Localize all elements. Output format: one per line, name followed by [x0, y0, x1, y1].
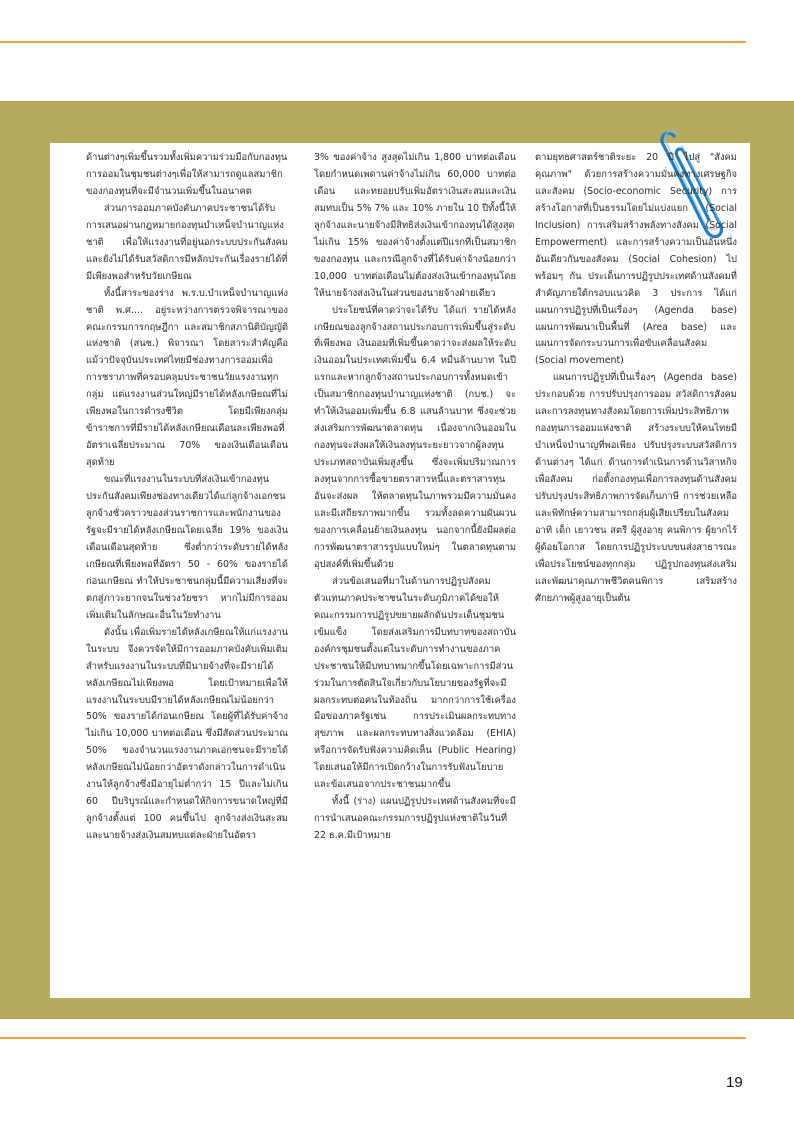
paragraph: ดังนั้น เพื่อเพิ่มรายได้หลังเกษียณให้แก่แรงงานในระบบ จึงควรจัดให้มีการออมภาคบังคับเพิ่มเติมสำหรับแรงงานในระบบที่มีนายจ้างที่จะมีรายได้หลังเกษียณไม่เพียงพอ โดยเป้าหมายเพื่อให้แรงงานในระบบมีรายได้หลังเกษียณไม่น้อยกว่า 50% ของรายได้ก่อนเกษียณ โดยผู้ที่ได้รับค่าจ้างไม่เกิน 10,000 บาทต่อเดือน ซึ่งมีสัดส่วนประมาณ 50% ของจำนวนแรงงานภาคเอกชนจะมีรายได้หลังเกษียณไม่น้อยกว่าอัตราดังกล่าวในการดำเนินงานให้ลูกจ้างซึ่งมีอายุไม่ต่ำกว่า 15 ปีและไม่เกิน 60 ปีบริบูรณ์และกำหนดให้กิจการขนาดใหญ่ที่มีลูกจ้างตั้งแต่ 100 คนขึ้นไป ลูกจ้างส่งเงินสะสมและนายจ้างส่งเงินสมทบแต่ละฝ่ายในอัตรา	[86, 626, 288, 842]
page-number: 19	[726, 1074, 743, 1091]
paragraph: 3% ของค่าจ้าง สูงสุดไม่เกิน 1,800 บาทต่อเดือน โดยกำหนดเพดานค่าจ้างไม่เกิน 60,000 บาทต่อเดือน และทยอยปรับเพิ่มอัตราเงินสะสมและเงินสมทบเป็น 5% 7% และ 10% ภายใน 10 ปีทั้งนี้ให้ลูกจ้างและนายจ้างมีสิทธิส่งเงินเข้ากองทุนได้สูงสุดไม่เกิน 15% ของค่าจ้างตั้งแต่ปีแรกที่เป็นสมาชิกของกองทุน และกรณีลูกจ้างที่ได้รับค่าจ้างน้อยกว่า 10,000 บาทต่อเดือนไม่ต้องส่งเงินเข้ากองทุนโดยให้นายจ้างส่งเงินในส่วนของนายจ้างฝ่ายเดียว	[314, 152, 516, 299]
paragraph: ประโยชน์ที่คาดว่าจะได้รับ ได้แก่ รายได้หลังเกษียณของลูกจ้างสถานประกอบการเพิ่มขึ้นสู่ระดับที่เพียงพอ เงินออมที่เพิ่มขึ้นคาดว่าจะส่งผลให้ระดับเงินออมในประเทศเพิ่มขึ้น 6.4 หมื่นล้านบาท ในปีแรกและหากลูกจ้างสถานประกอบการทั้งหมดเข้าเป็นสมาชิกกองทุนบำนาญแห่งชาติ (กบช.) จะทำให้เงินออมเพิ่มขึ้น 6.8 แสนล้านบาท ซึ่งจะช่วยส่งเสริมการพัฒนาตลาดทุน เนื่องจากเงินออมในกองทุนจะส่งผลให้เงินลงทุนระยะยาวจากผู้ลงทุนประเภทสถาบันเพิ่มสูงขึ้น ซึ่งจะเพิ่มปริมาณการลงทุนจากการซื้อขายตราสารหนี้และตราสารทุนอันจะส่งผล ให้ตลาดทุนในภาพรวมมีความมั่นคงและมีเสถียรภาพมากขึ้น รวมทั้งลดความผันผวนของการเคลื่อนย้ายเงินลงทุน นอกจากนี้ยังมีผลต่อการพัฒนาตราสารรูปแบบใหม่ๆ ในตลาดทุนตามอุปสงค์ที่เพิ่มขึ้นด้วย	[314, 304, 516, 570]
paragraph: ตามยุทธศาสตร์ชาติระยะ 20 ปี ไปสู่ "สังคมคุณภาพ" ด้วยการสร้างความมั่นคงทางเศรษฐกิจและสังคม (Socio-economic Security) การสร้างโอกาสที่เป็นธรรมโดยไม่แบ่งแยก (Social Inclusion) การเสริมสร้างพลังทางสังคม (Social Empowerment) และการสร้างความเป็นอันหนึ่งอันเดียวกันของสังคม (Social Cohesion) ไปพร้อมๆ กัน ประเด็นการปฏิรูปประเทศด้านสังคมที่สำคัญภายใต้กรอบแนวคิด 3 ประการ ได้แก่ แผนการปฏิรูปที่เป็นเรื่องๆ (Agenda base) แผนการพัฒนาเป็นพื้นที่ (Area base) และแผนการจัดกระบวนการเพื่อขับเคลื่อนสังคม (Social movement)	[535, 152, 737, 367]
paragraph: ส่วนการออมภาคบังคับภาคประชาชนได้รับการเสนอผ่านกฎหมายกองทุนบำเหน็จบำนาญแห่งชาติ เพื่อให้แรงงานที่อยู่นอกระบบประกันสังคม และยังไม่ได้รับสวัสดิการมีหลักประกันเรื่องรายได้ที่มีเพียงพอสำหรับวัยเกษียณ	[86, 202, 288, 282]
article-column-2	[314, 150, 516, 845]
paragraph: ทั้งนี้ (ร่าง) แผนปฏิรูปประเทศด้านสังคมที่จะมีการนำเสนอคณะกรรมการปฏิรูปแห่งชาติในวันที่ 22 ธ.ค.มีเป้าหมาย	[314, 796, 516, 842]
article-column-3	[535, 150, 737, 608]
paragraph: แผนการปฏิรูปที่เป็นเรื่องๆ (Agenda base) ประกอบด้วย การปรับปรุงการออม สวัสดิการสังคม และการลงทุนทางสังคมโดยการเพิ่มประสิทธิภาพกองทุนการออมแห่งชาติ สร้างระบบให้คนไทยมีบำเหน็จบำนาญที่พอเพียง ปรับปรุงระบบสวัสดิการด้านต่างๆ ได้แก่ ด้านการดำเนินการด้านวิสาหกิจเพื่อสังคม ก่อตั้งกองทุนเพื่อการลงทุนด้านสังคม ปรับปรุงประสิทธิภาพการจัดเก็บภาษี การช่วยเหลือและพิทักษ์ความสามารถกลุ่มผู้เสียเปรียบในสังคม อาทิ เด็ก เยาวชน สตรี ผู้สูงอายุ คนพิการ ผู้ยากไร้ ผู้ด้อยโอกาส โดยการปฏิรูประบบขนส่งสาธารณะเพื่อประโยชน์ของทุกกลุ่ม ปฏิรูปกองทุนส่งเสริมและพัฒนาคุณภาพชีวิตคนพิการ เสริมสร้างศักยภาพผู้สูงอายุเป็นต้น	[535, 372, 737, 604]
footer-rule	[0, 1037, 746, 1039]
paragraph: ส่วนข้อเสนอที่มาในด้านการปฏิรูปสังคมตัวแทนภาคประชาชนในระดับภูมิภาคได้ขอให้คณะกรรมการปฏิรูปขยายผลักดันประเด็นชุมชนเข้มแข็ง โดยส่งเสริมการมีบทบาทของสถาบันองค์กรชุมชนตั้งแต่ในระดับการทำงานของภาคประชาชนให้มีบทบาทมากขึ้นโดยเฉพาะการมีส่วนร่วมในการตัดสินใจเกี่ยวกับนโยบายของรัฐที่จะมีผลกระทบต่อคนในท้องถิ่น มากกว่าการใช้เครื่องมือของภาครัฐเช่น การประเมินผลกระทบทางสุขภาพ และผลกระทบทางสิ่งแวดล้อม (EHIA) หรือการจัดรับฟังความคิดเห็น (Public Hearing) โดยเสนอให้มีการเปิดกว้างในการรับฟังนโยบายและข้อเสนอจากประชาชนมากขึ้น	[314, 575, 516, 791]
article-column-1	[86, 150, 288, 845]
header-rule	[0, 41, 746, 43]
paragraph: ด้านต่างๆเพิ่มขึ้นรวมทั้งเพิ่มความร่วมมือกับกองทุนการออมในชุมชนต่างๆเพื่อให้สามารถดูแลสมาชิกของกองทุนที่จะมีจำนวนเพิ่มขึ้นในอนาคต	[86, 152, 288, 197]
paragraph: ขณะที่แรงงานในระบบที่ส่งเงินเข้ากองทุนประกันสังคมเพียงช่องทางเดียวได้แก่ลูกจ้างเอกชนลูกจ้างชั่วคราวของส่วนราชการและพนักงานของรัฐจะมีรายได้หลังเกษียณโดยเฉลี่ย 19% ของเงินเดือนเดือนสุดท้าย ซึ่งต่ำกว่าระดับรายได้หลังเกษียณที่เพียงพอที่อัตรา 50 - 60% ของรายได้ก่อนเกษียณ ทำให้ประชาชนกลุ่มนี้มีความเสี่ยงที่จะตกสู่ภาวะยากจนในช่วงวัยชรา หากไม่มีการออมเพิ่มเติมในลักษณะอื่นในวัยทำงาน	[86, 474, 288, 621]
paragraph: ทั้งนี้สาระของร่าง พ.ร.บ.บำเหน็จบำนาญแห่งชาติ พ.ศ.... อยู่ระหว่างการตรวจพิจารณาของคณะกรรมการกฤษฎีกา และสมาชิกสภานิติบัญญัติแห่งชาติ (สนช.) พิจารณา โดยสาระสำคัญคือแม้ว่าปัจจุบันประเทศไทยมีช่องทางการออมเพื่อการชราภาพที่ครอบคลุมประชาชนวัยแรงงานทุกกลุ่ม แต่แรงงานส่วนใหญ่มีรายได้หลังเกษียณที่ไม่เพียงพอในการดำรงชีวิต โดยมีเพียงกลุ่มข้าราชการที่มีรายได้หลังเกษียณเดือนละเพียงพอที่อัตราเฉลี่ยประมาณ 70% ของเงินเดือนเดือนสุดท้าย	[86, 287, 288, 469]
